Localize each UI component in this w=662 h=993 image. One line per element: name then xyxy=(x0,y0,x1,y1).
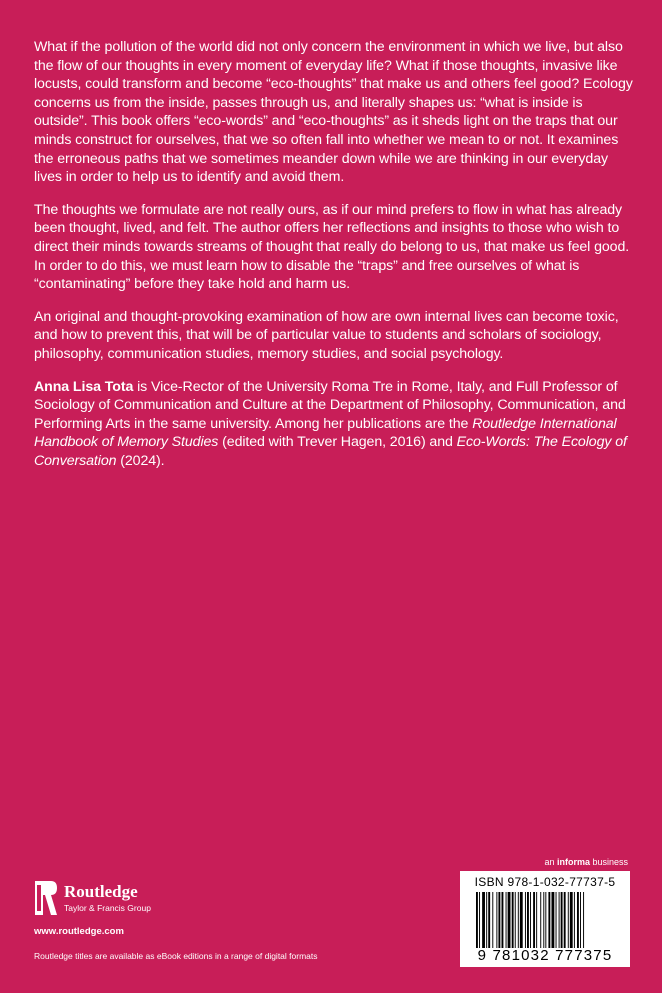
ebook-note: Routledge titles are available as eBook editions in a range of digital formats xyxy=(34,951,318,961)
logo-subtitle: Taylor & Francis Group xyxy=(64,903,151,913)
author-bio xyxy=(34,378,634,471)
author-bio-text-2: (edited with Trever Hagen, 2016) and xyxy=(218,434,457,451)
blurb-paragraph-1: What if the pollution of the world did not only concern the environment in which we live, but also the flow of our thoughts in every moment of everyday life? What if those thoughts, invasive like locusts, could transform and become “eco-thoughts” that make us and others feel good? Ecology concerns us from the inside, passes through us, and literally shapes us: “what is inside is outside”. This book offers “eco-words” and “eco-thoughts” as it sheds light on the traps that our minds construct for ourselves, that we so often fall into whether we mean to or not. It examines the erroneous paths that we sometimes meander down while we are thinking in our everyday lives in order to help us to identify and avoid them. xyxy=(34,39,633,186)
barcode-digits: 9 781032 777375 xyxy=(477,947,613,964)
barcode-image xyxy=(474,892,622,948)
tagline-suffix: business xyxy=(589,857,628,867)
logo-name: Routledge xyxy=(64,882,138,901)
isbn-label: ISBN 978-1-032-77737-5 xyxy=(474,875,616,889)
informa-tagline xyxy=(544,857,628,867)
author-name: Anna Lisa Tota xyxy=(34,378,134,395)
back-cover-text xyxy=(34,38,634,484)
routledge-logo-icon xyxy=(34,880,58,916)
routledge-logo xyxy=(34,880,234,920)
tagline-brand: informa xyxy=(556,857,590,867)
author-bio-text-1: is Vice-Rector of the University Roma Tre in Rome, Italy, and Full Professor of Sociology of Communication and Culture at the Department of Philosophy, Communication, and Performing Arts in the same university. Among her publications are the xyxy=(34,378,626,432)
author-book-2: Eco-Words: The Ecology of Conversation xyxy=(34,434,627,469)
tagline-prefix: an xyxy=(544,857,557,867)
author-bio-text-3: (2024). xyxy=(116,452,165,469)
author-book-1: Routledge International Handbook of Memory Studies xyxy=(34,415,617,451)
publisher-website: www.routledge.com xyxy=(34,926,124,937)
blurb-paragraph-3: An original and thought-provoking examination of how are own internal lives can become toxic, and how to prevent this, that will be of particular value to students and scholars of sociology, philosophy, communication studies, memory studies, and social psychology. xyxy=(34,308,619,362)
blurb-paragraph-2: The thoughts we formulate are not really ours, as if our mind prefers to flow in what has already been thought, lived, and felt. The author offers her reflections and insights to those who wish to direct their minds towards streams of thought that really do belong to us, that make us feel good. In order to do this, we must learn how to disable the “traps” and free ourselves of what is “contaminating” before they take hold and harm us. xyxy=(34,201,630,293)
barcode-panel xyxy=(460,871,630,967)
